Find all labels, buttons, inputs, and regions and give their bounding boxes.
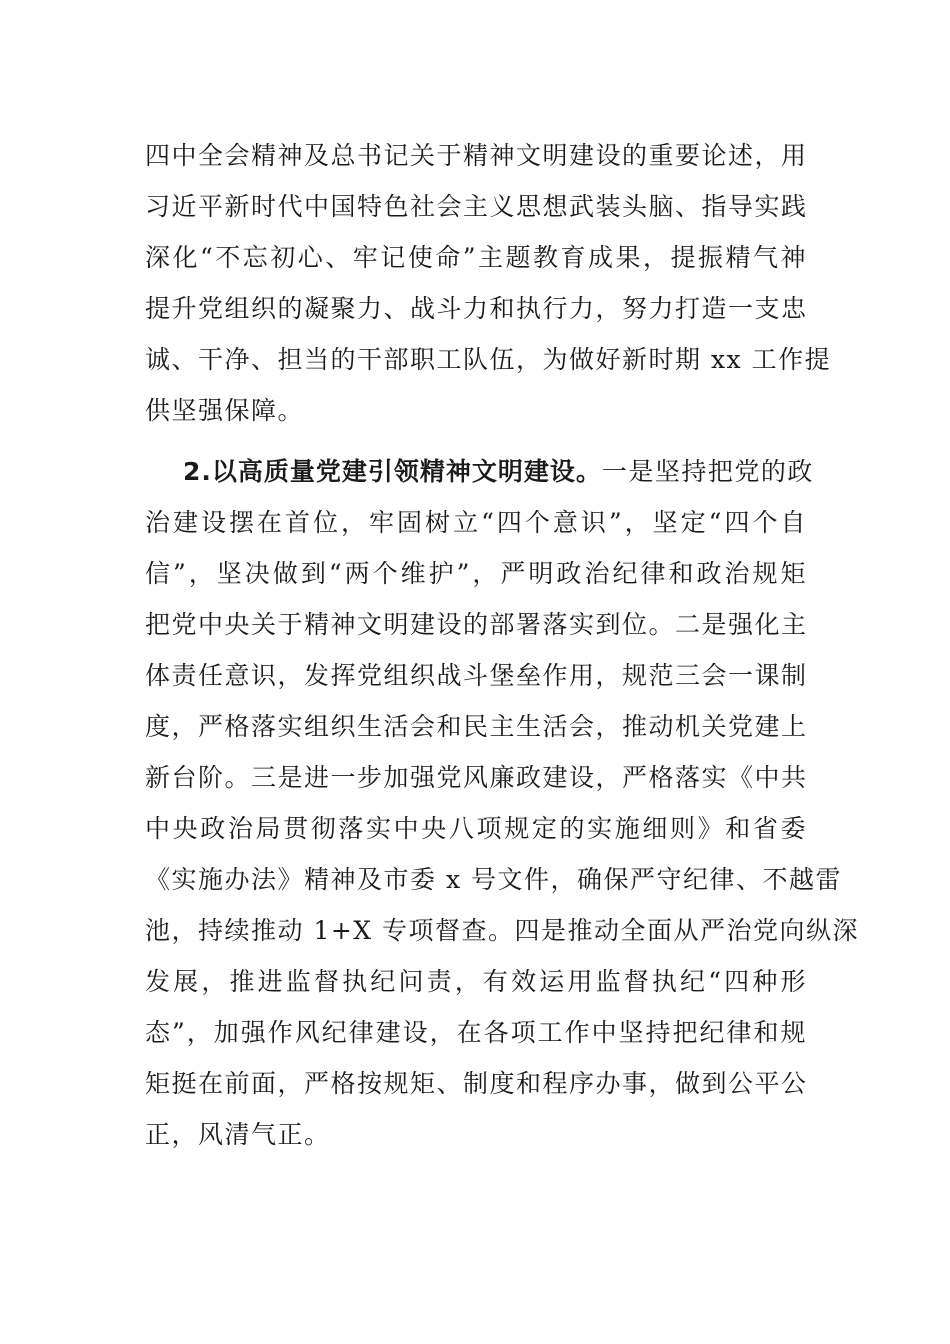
paragraph-2-line: 把党中央关于精神文明建设的部署落实到位。二是强化主 [145,610,808,639]
paragraph-2-line: 信”，坚决做到“两个维护”，严明政治纪律和政治规矩 [145,559,807,588]
paragraph-1-line: 习近平新时代中国特色社会主义思想武装头脑、指导实践 [145,192,808,221]
paragraph-1-line: 供坚强保障。 [145,396,305,425]
document-body [145,130,860,1160]
paragraph-2-line: 矩挺在前面，严格按规矩、制度和程序办事，做到公平公 [145,1069,808,1098]
paragraph-spacer [145,436,807,446]
paragraph-2-line: 池，持续推动 1+X 专项督查。四是推动全面从严治党向纵深 [145,916,860,945]
paragraph-2-line: 中央政治局贯彻落实中央八项规定的实施细则》和省委 [145,814,807,843]
paragraph-2-first-line-text: 一是坚持把党的政 [601,457,814,486]
paragraph-2 [145,446,860,1160]
paragraph-2-line: 发展，推进监督执纪问责，有效运用监督执纪“四种形 [145,967,807,996]
paragraph-2-first-line [145,446,814,497]
paragraph-1 [145,130,832,436]
paragraph-1-line: 提升党组织的凝聚力、战斗力和执行力，努力打造一支忠 [145,294,808,323]
paragraph-2-line: 度，严格落实组织生活会和民主生活会，推动机关党建上 [145,712,808,741]
paragraph-1-line: 四中全会精神及总书记关于精神文明建设的重要论述，用 [145,141,808,170]
paragraph-2-line: 新台阶。三是进一步加强党风廉政建设，严格落实《中共 [145,763,808,792]
paragraph-2-line: 《实施办法》精神及市委 x 号文件，确保严守纪律、不越雷 [145,865,842,894]
paragraph-2-line: 体责任意识，发挥党组织战斗堡垒作用，规范三会一课制 [145,661,808,690]
paragraph-2-line: 态”，加强作风纪律建设，在各项工作中坚持把纪律和规 [145,1018,807,1047]
paragraph-1-line: 深化“不忘初心、牢记使命”主题教育成果，提振精气神 [145,243,807,272]
section-heading: 2.以高质量党建引领精神文明建设。 [183,457,602,486]
paragraph-1-line: 诚、干净、担当的干部职工队伍，为做好新时期 xx 工作提 [145,345,832,374]
paragraph-2-line: 治建设摆在首位，牢固树立“四个意识”，坚定“四个自 [145,508,807,537]
paragraph-2-line: 正，风清气正。 [145,1120,331,1149]
